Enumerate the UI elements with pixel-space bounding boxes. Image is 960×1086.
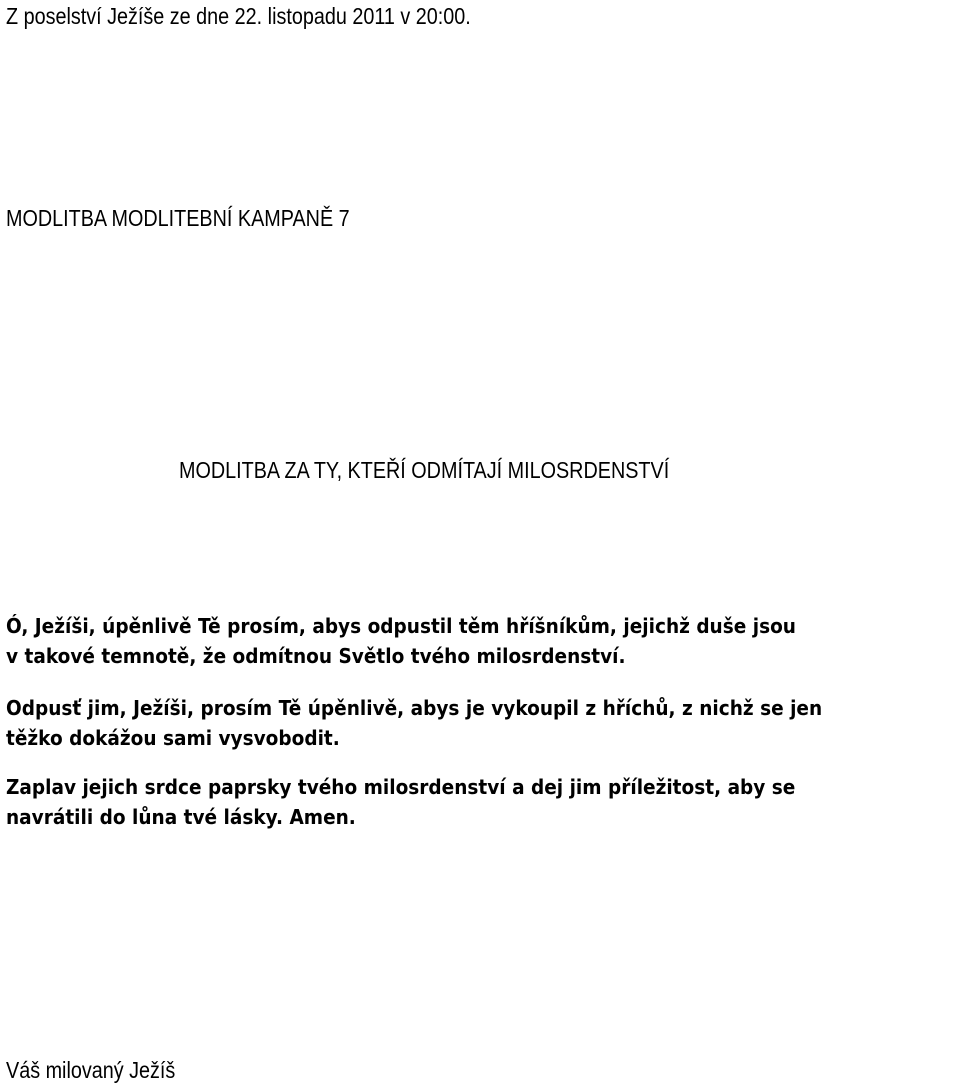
message-header: Z poselství Ježíše ze dne 22. listopadu 2011 v 20:00. <box>6 3 471 29</box>
signature: Váš milovaný Ježíš <box>6 1057 176 1083</box>
campaign-title: MODLITBA MODLITEBNÍ KAMPANĚ 7 <box>6 205 350 231</box>
prayer-paragraph-3 <box>6 772 894 832</box>
paragraph-line: v takové temnotě, že odmítnou Světlo tvého milosrdenství. <box>6 644 626 668</box>
paragraph-line: Ó, Ježíši, úpěnlivě Tě prosím, abys odpustil těm hříšníkům, jejichž duše jsou <box>6 614 796 638</box>
prayer-paragraph-2 <box>6 693 894 753</box>
prayer-paragraph-1 <box>6 611 894 671</box>
prayer-title: MODLITBA ZA TY, KTEŘÍ ODMÍTAJÍ MILOSRDENSTVÍ <box>179 457 670 483</box>
paragraph-line: Zaplav jejich srdce paprsky tvého milosrdenství a dej jim příležitost, aby se <box>6 775 796 799</box>
paragraph-line: Odpusť jim, Ježíši, prosím Tě úpěnlivě, abys je vykoupil z hříchů, z nichž se jen <box>6 696 823 720</box>
paragraph-line: těžko dokážou sami vysvobodit. <box>6 726 340 750</box>
paragraph-line: navrátili do lůna tvé lásky. Amen. <box>6 805 356 829</box>
